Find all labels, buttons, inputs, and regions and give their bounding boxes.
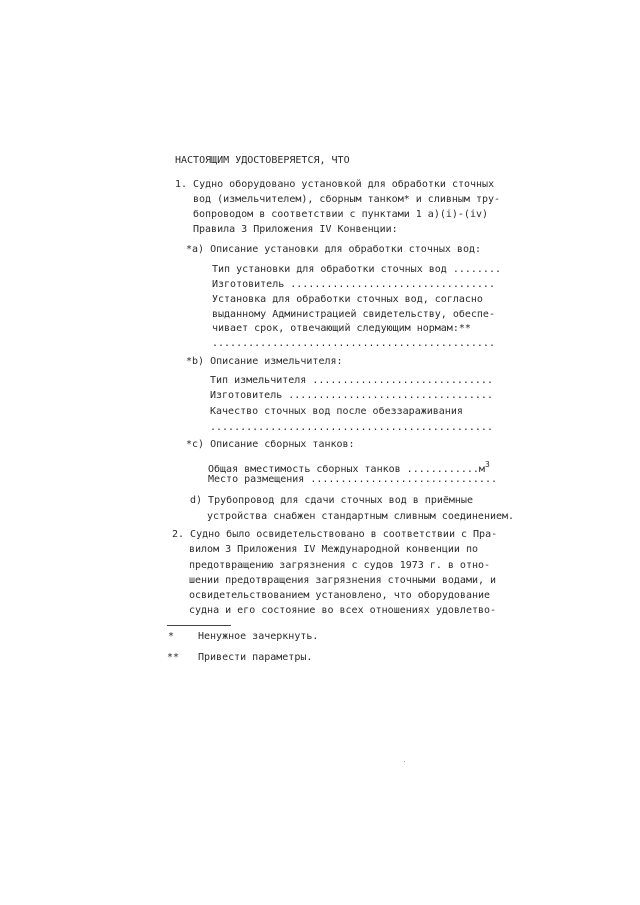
cubic-superscript: 3 xyxy=(484,460,490,469)
certificate-heading: НАСТОЯЩИМ УДОСТОВЕРЯЕТСЯ, ЧТО xyxy=(175,155,350,166)
subitem-b-line: Качество сточных вод после обеззараживания xyxy=(210,406,463,417)
subitem-a-line: Тип установки для обработки сточных вод ........ xyxy=(212,264,501,275)
subitem-a-line: ............................................... xyxy=(212,338,495,349)
footnote-text: Ненужное зачеркнуть. xyxy=(198,631,319,642)
item2-line: освидетельствованием установлено, что оборудование xyxy=(189,590,491,601)
subitem-c-location: Место размещения ............................... xyxy=(208,474,497,485)
item1-line: Правила 3 Приложения IV Конвенции: xyxy=(193,224,398,235)
subitem-d-line: d) Трубопровод для сдачи сточных вод в приёмные xyxy=(190,495,473,506)
item1-line: вод (измельчителем), сборным танком* и сливным тру- xyxy=(193,194,501,205)
item2-line: вилом 3 Приложения IV Международной конвенции по xyxy=(189,544,478,555)
subitem-a-line: Изготовитель .................................. xyxy=(212,279,495,290)
item1-line: бопроводом в соответствии с пунктами 1 а)(i)-(iv) xyxy=(193,209,489,220)
footnote-mark: ** xyxy=(167,652,180,663)
subitem-b-line: Тип измельчителя .............................. xyxy=(210,375,493,386)
subitem-b-title: *b) Описание измельчителя: xyxy=(186,356,343,367)
subitem-a-line: Установка для обработки сточных вод, согласно xyxy=(212,294,483,305)
subitem-b-line: ............................................... xyxy=(210,422,493,433)
item1-line: 1. Судно оборудовано установкой для обработки сточных xyxy=(175,179,495,190)
item2-line: предотвращению загрязнения с судов 1973 г. в отно- xyxy=(189,560,491,571)
subitem-c-title: *c) Описание сборных танков: xyxy=(186,439,355,450)
item2-line: шении предотвращения загрязнения сточными водами, и xyxy=(189,575,497,586)
footnote-text: Привести параметры. xyxy=(198,652,313,663)
subitem-b-line: Изготовитель .................................. xyxy=(210,390,493,401)
subitem-a-title: *а) Описание установки для обработки сточных вод: xyxy=(186,244,482,255)
scan-speck xyxy=(404,761,405,762)
item2-line: 2. Судно было освидетельствовано в соответствии с Пра- xyxy=(172,529,498,540)
subitem-a-line: выданному Администрацией свидетельству, обеспе- xyxy=(212,309,495,320)
subitem-c-capacity: Общая вместимость сборных танков $............м^3$ xyxy=(208,460,490,475)
subitem-a-line: чивает срок, отвечающий следующим нормам:** xyxy=(212,323,471,334)
item2-line: судна и его состояние во всех отношениях удовлетво- xyxy=(189,605,497,616)
footnote-separator xyxy=(167,625,231,626)
subitem-d-line: устройства снабжен стандартным сливным соединением. xyxy=(207,511,515,522)
footnote-mark: * xyxy=(168,631,175,642)
